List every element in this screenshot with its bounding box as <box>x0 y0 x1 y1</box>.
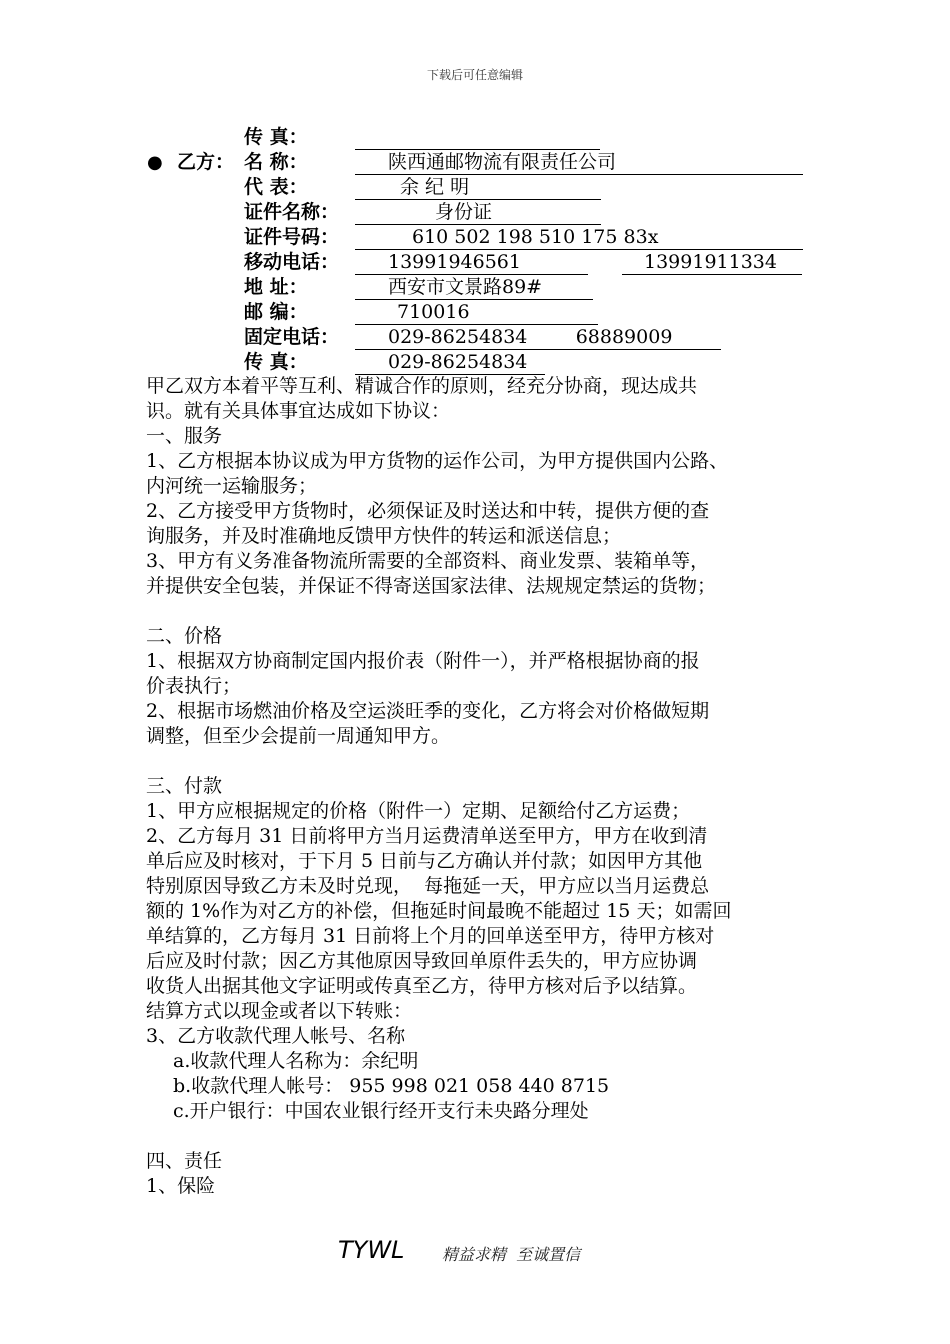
clause-line: 单后应及时核对，于下月 5 日前与乙方确认并付款；如因甲方其他 <box>146 850 703 872</box>
clause-line: 2、根据市场燃油价格及空运淡旺季的变化，乙方将会对价格做短期 <box>146 700 710 722</box>
clause-line: 1、保险 <box>146 1175 216 1197</box>
clause-line: 价表执行； <box>146 675 242 697</box>
footer-slogan: 精益求精 至诚置信 <box>442 1245 581 1264</box>
fax-label-b: 传 真： <box>244 351 308 373</box>
sub-clause-line: a.收款代理人名称为：余纪明 <box>173 1050 419 1072</box>
clause-line: 询服务，并及时准确地反馈甲方快件的转运和派送信息； <box>146 525 622 547</box>
id-type-value: 身份证 <box>355 200 601 225</box>
clause-line: 内河统一运输服务； <box>146 475 318 497</box>
rep-label: 代 表： <box>244 176 308 198</box>
phone-label: 固定电话： <box>244 326 340 348</box>
clause-line: 1、根据双方协商制定国内报价表（附件一），并严格根据协商的报 <box>146 650 700 672</box>
clause-line: 收货人出据其他文字证明或传真至乙方，待甲方核对后予以结算。 <box>146 975 698 997</box>
clause-line: 2、乙方接受甲方货物时，必须保证及时送达和中转，提供方便的查 <box>146 500 710 522</box>
footer-brand: TYWL <box>338 1236 405 1264</box>
fax-label: 传 真： <box>244 126 308 148</box>
address-label: 地 址： <box>244 276 308 298</box>
clause-line: 特别原因导致乙方未及时兑现， 每拖延一天，甲方应以当月运费总 <box>146 875 710 897</box>
section-title-price: 二、价格 <box>146 625 223 647</box>
fax-value-b: 029-86254834 <box>355 350 545 375</box>
clause-line: 单结算的，乙方每月 31 日前将上个月的回单送至甲方，待甲方核对 <box>146 925 715 947</box>
clause-line: 3、乙方收款代理人帐号、名称 <box>146 1025 406 1047</box>
rep-value: 余 纪 明 <box>355 175 601 200</box>
footer <box>0 1236 950 1266</box>
clause-line: 1、乙方根据本协议成为甲方货物的运作公司，为甲方提供国内公路、 <box>146 450 729 472</box>
sub-clause-line: b.收款代理人帐号： 955 998 021 058 440 8715 <box>173 1075 610 1097</box>
clause-line: 1、甲方应根据规定的价格（附件一）定期、足额给付乙方运费； <box>146 800 691 822</box>
address-value: 西安市文景路89# <box>355 275 593 300</box>
clause-line: 调整，但至少会提前一周通知甲方。 <box>146 725 451 747</box>
section-title-liability: 四、责任 <box>146 1150 223 1172</box>
fax-value <box>355 125 600 150</box>
agreement-body <box>146 374 826 1199</box>
name-label: 名 称： <box>244 151 308 173</box>
mobile-label: 移动电话： <box>244 251 340 273</box>
section-title-payment: 三、付款 <box>146 775 223 797</box>
sub-clause-line: c.开户银行：中国农业银行经开支行未央路分理处 <box>173 1100 589 1122</box>
id-type-label: 证件名称： <box>244 201 340 223</box>
section-title-service: 一、服务 <box>146 425 223 447</box>
clause-line: 2、乙方每月 31 日前将甲方当月运费清单送至甲方，甲方在收到清 <box>146 825 708 847</box>
intro-line: 甲乙双方本着平等互利、精诚合作的原则，经充分协商，现达成共 <box>146 375 698 397</box>
clause-line: 3、甲方有义务准备物流所需要的全部资料、商业发票、装箱单等， <box>146 550 710 572</box>
postcode-label: 邮 编： <box>244 301 308 323</box>
id-no-value: 610 502 198 510 175 83x <box>355 225 803 250</box>
clause-line: 结算方式以现金或者以下转账： <box>146 1000 413 1022</box>
mobile-value: 13991946561 <box>355 250 588 275</box>
id-no-label: 证件号码： <box>244 226 340 248</box>
clause-line: 后应及时付款；因乙方其他原因导致回单原件丢失的，甲方应协调 <box>146 950 698 972</box>
name-value: 陕西通邮物流有限责任公司 <box>355 150 803 175</box>
phone-value: 029-86254834 68889009 <box>355 325 721 350</box>
clause-line: 并提供安全包装，并保证不得寄送国家法律、法规规定禁运的货物； <box>146 575 717 597</box>
clause-line: 额的 1%作为对乙方的补偿，但拖延时间最晚不能超过 15 天；如需回 <box>146 900 732 922</box>
intro-line: 识。就有关具体事宜达成如下协议： <box>146 400 451 422</box>
header-note: 下载后可任意编辑 <box>426 68 523 82</box>
mobile-value-2: 13991911334 <box>622 250 802 275</box>
postcode-value: 710016 <box>355 300 598 325</box>
party-b-label: 乙方： <box>177 151 235 173</box>
bullet-icon: ● <box>147 152 163 173</box>
